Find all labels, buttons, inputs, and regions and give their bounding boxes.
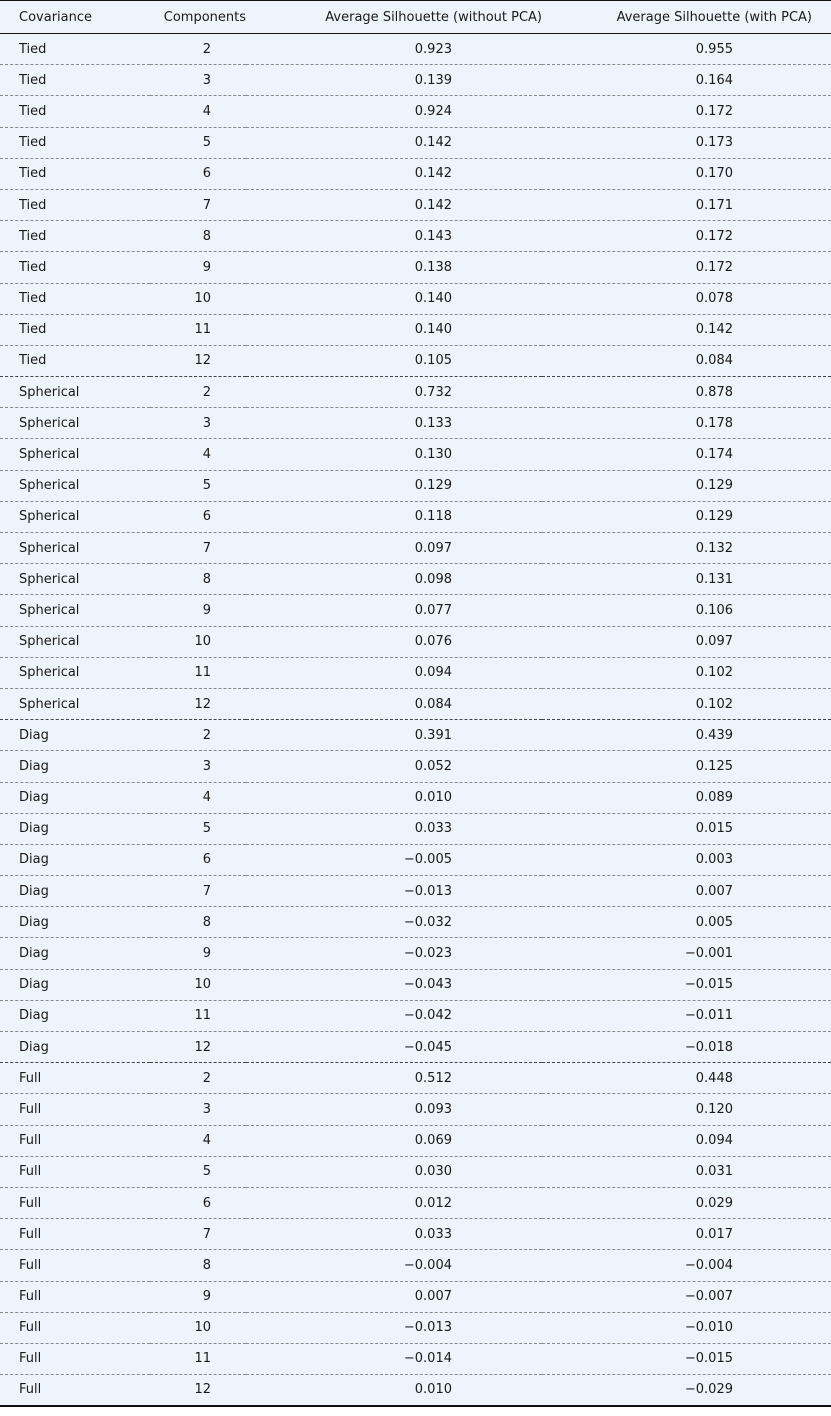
cell-components: 6 [150, 1187, 246, 1218]
cell-silhouette-without-pca: −0.005 [246, 844, 542, 875]
table-row [0, 1219, 831, 1250]
table-row [0, 439, 831, 470]
cell-silhouette-with-pca: 0.955 [542, 34, 831, 65]
cell-silhouette-with-pca: 0.439 [542, 720, 831, 751]
cell-covariance: Spherical [0, 501, 150, 532]
cell-silhouette-without-pca: 0.512 [246, 1063, 542, 1094]
cell-silhouette-without-pca: 0.140 [246, 314, 542, 345]
table-row [0, 314, 831, 345]
cell-covariance: Spherical [0, 595, 150, 626]
cell-silhouette-with-pca: 0.120 [542, 1094, 831, 1125]
table-row [0, 1187, 831, 1218]
table-row [0, 1094, 831, 1125]
cell-silhouette-with-pca: −0.001 [542, 938, 831, 969]
cell-silhouette-with-pca: −0.029 [542, 1375, 831, 1406]
table-row [0, 470, 831, 501]
cell-covariance: Diag [0, 1000, 150, 1031]
table-row [0, 844, 831, 875]
table-row [0, 345, 831, 376]
table-row [0, 1000, 831, 1031]
cell-covariance: Spherical [0, 564, 150, 595]
cell-silhouette-with-pca: 0.003 [542, 844, 831, 875]
cell-covariance: Spherical [0, 626, 150, 657]
cell-silhouette-with-pca: −0.011 [542, 1000, 831, 1031]
cell-silhouette-without-pca: −0.014 [246, 1343, 542, 1374]
cell-silhouette-without-pca: −0.043 [246, 969, 542, 1000]
cell-covariance: Spherical [0, 470, 150, 501]
cell-silhouette-without-pca: 0.084 [246, 688, 542, 719]
cell-covariance: Full [0, 1375, 150, 1406]
cell-components: 2 [150, 377, 246, 408]
cell-components: 11 [150, 314, 246, 345]
cell-covariance: Diag [0, 969, 150, 1000]
cell-silhouette-with-pca: −0.010 [542, 1312, 831, 1343]
cell-components: 11 [150, 1343, 246, 1374]
cell-silhouette-with-pca: 0.132 [542, 533, 831, 564]
cell-covariance: Spherical [0, 657, 150, 688]
cell-covariance: Spherical [0, 408, 150, 439]
cell-covariance: Full [0, 1063, 150, 1094]
cell-silhouette-without-pca: 0.033 [246, 813, 542, 844]
table-row [0, 626, 831, 657]
table-row [0, 907, 831, 938]
cell-components: 3 [150, 1094, 246, 1125]
cell-covariance: Tied [0, 283, 150, 314]
cell-silhouette-with-pca: 0.084 [542, 345, 831, 376]
cell-components: 5 [150, 127, 246, 158]
header-silhouette-with-pca: Average Silhouette (with PCA) [542, 1, 831, 34]
cell-silhouette-without-pca: 0.924 [246, 96, 542, 127]
table-body [0, 34, 831, 1406]
cell-covariance: Tied [0, 65, 150, 96]
cell-components: 12 [150, 688, 246, 719]
cell-silhouette-without-pca: 0.012 [246, 1187, 542, 1218]
table-row [0, 688, 831, 719]
cell-covariance: Full [0, 1281, 150, 1312]
cell-silhouette-with-pca: 0.448 [542, 1063, 831, 1094]
cell-silhouette-without-pca: 0.094 [246, 657, 542, 688]
cell-components: 9 [150, 252, 246, 283]
cell-components: 3 [150, 751, 246, 782]
cell-components: 9 [150, 938, 246, 969]
cell-components: 9 [150, 1281, 246, 1312]
cell-components: 4 [150, 1125, 246, 1156]
cell-components: 10 [150, 626, 246, 657]
table-row [0, 127, 831, 158]
table-row [0, 1250, 831, 1281]
cell-silhouette-with-pca: −0.018 [542, 1032, 831, 1063]
table-row [0, 501, 831, 532]
cell-silhouette-with-pca: 0.164 [542, 65, 831, 96]
table-row [0, 720, 831, 751]
cell-components: 10 [150, 1312, 246, 1343]
cell-components: 7 [150, 876, 246, 907]
cell-components: 3 [150, 65, 246, 96]
cell-silhouette-without-pca: 0.105 [246, 345, 542, 376]
cell-components: 6 [150, 158, 246, 189]
cell-silhouette-without-pca: −0.013 [246, 1312, 542, 1343]
cell-components: 4 [150, 439, 246, 470]
cell-silhouette-with-pca: 0.017 [542, 1219, 831, 1250]
table-row [0, 533, 831, 564]
cell-silhouette-without-pca: 0.118 [246, 501, 542, 532]
cell-components: 7 [150, 1219, 246, 1250]
table-row [0, 1312, 831, 1343]
cell-components: 5 [150, 813, 246, 844]
table-row [0, 1375, 831, 1406]
cell-covariance: Full [0, 1219, 150, 1250]
cell-components: 9 [150, 595, 246, 626]
cell-silhouette-without-pca: −0.045 [246, 1032, 542, 1063]
cell-silhouette-with-pca: 0.007 [542, 876, 831, 907]
cell-components: 8 [150, 221, 246, 252]
cell-silhouette-with-pca: 0.172 [542, 96, 831, 127]
table-row [0, 969, 831, 1000]
cell-silhouette-without-pca: −0.032 [246, 907, 542, 938]
cell-covariance: Spherical [0, 533, 150, 564]
cell-silhouette-with-pca: 0.178 [542, 408, 831, 439]
cell-silhouette-without-pca: 0.923 [246, 34, 542, 65]
cell-silhouette-without-pca: 0.138 [246, 252, 542, 283]
cell-covariance: Tied [0, 189, 150, 220]
cell-covariance: Diag [0, 907, 150, 938]
cell-silhouette-without-pca: 0.030 [246, 1156, 542, 1187]
cell-silhouette-without-pca: 0.052 [246, 751, 542, 782]
cell-silhouette-without-pca: 0.142 [246, 127, 542, 158]
cell-silhouette-without-pca: 0.130 [246, 439, 542, 470]
table-row [0, 1281, 831, 1312]
cell-components: 4 [150, 782, 246, 813]
cell-silhouette-with-pca: 0.089 [542, 782, 831, 813]
cell-silhouette-without-pca: 0.069 [246, 1125, 542, 1156]
cell-silhouette-with-pca: 0.172 [542, 221, 831, 252]
table-row [0, 189, 831, 220]
cell-silhouette-with-pca: 0.097 [542, 626, 831, 657]
table-row [0, 657, 831, 688]
cell-components: 2 [150, 1063, 246, 1094]
cell-silhouette-without-pca: −0.023 [246, 938, 542, 969]
table-row [0, 1343, 831, 1374]
cell-silhouette-with-pca: −0.015 [542, 969, 831, 1000]
cell-silhouette-without-pca: 0.007 [246, 1281, 542, 1312]
cell-components: 2 [150, 720, 246, 751]
cell-components: 12 [150, 1375, 246, 1406]
cell-silhouette-with-pca: 0.031 [542, 1156, 831, 1187]
table-header [0, 1, 831, 34]
cell-silhouette-without-pca: 0.142 [246, 158, 542, 189]
header-covariance: Covariance [0, 1, 150, 34]
cell-components: 8 [150, 907, 246, 938]
cell-silhouette-with-pca: 0.173 [542, 127, 831, 158]
cell-covariance: Spherical [0, 377, 150, 408]
table-row [0, 408, 831, 439]
cell-silhouette-with-pca: −0.015 [542, 1343, 831, 1374]
cell-covariance: Diag [0, 876, 150, 907]
cell-silhouette-with-pca: 0.129 [542, 501, 831, 532]
table-row [0, 1063, 831, 1094]
cell-covariance: Diag [0, 782, 150, 813]
cell-covariance: Tied [0, 127, 150, 158]
cell-covariance: Full [0, 1343, 150, 1374]
cell-silhouette-with-pca: 0.106 [542, 595, 831, 626]
cell-silhouette-with-pca: 0.029 [542, 1187, 831, 1218]
cell-components: 6 [150, 501, 246, 532]
cell-silhouette-without-pca: 0.077 [246, 595, 542, 626]
cell-components: 11 [150, 1000, 246, 1031]
cell-covariance: Tied [0, 34, 150, 65]
cell-silhouette-with-pca: 0.005 [542, 907, 831, 938]
cell-components: 10 [150, 283, 246, 314]
cell-silhouette-without-pca: 0.142 [246, 189, 542, 220]
cell-covariance: Tied [0, 158, 150, 189]
header-components: Components [150, 1, 246, 34]
cell-silhouette-with-pca: 0.131 [542, 564, 831, 595]
cell-covariance: Tied [0, 96, 150, 127]
cell-silhouette-without-pca: 0.076 [246, 626, 542, 657]
cell-covariance: Diag [0, 938, 150, 969]
cell-components: 5 [150, 470, 246, 501]
table-row [0, 564, 831, 595]
cell-silhouette-without-pca: 0.140 [246, 283, 542, 314]
table-row [0, 813, 831, 844]
cell-components: 5 [150, 1156, 246, 1187]
cell-covariance: Full [0, 1250, 150, 1281]
cell-components: 7 [150, 533, 246, 564]
table-row [0, 65, 831, 96]
table-row [0, 595, 831, 626]
cell-components: 12 [150, 1032, 246, 1063]
cell-silhouette-with-pca: 0.172 [542, 252, 831, 283]
cell-silhouette-without-pca: −0.013 [246, 876, 542, 907]
cell-silhouette-without-pca: 0.133 [246, 408, 542, 439]
cell-covariance: Full [0, 1187, 150, 1218]
table-row [0, 221, 831, 252]
cell-components: 4 [150, 96, 246, 127]
cell-silhouette-with-pca: 0.015 [542, 813, 831, 844]
table-row [0, 1032, 831, 1063]
cell-covariance: Diag [0, 720, 150, 751]
cell-silhouette-without-pca: 0.143 [246, 221, 542, 252]
cell-silhouette-without-pca: 0.093 [246, 1094, 542, 1125]
cell-silhouette-with-pca: 0.125 [542, 751, 831, 782]
table-row [0, 751, 831, 782]
cell-components: 11 [150, 657, 246, 688]
cell-silhouette-with-pca: 0.078 [542, 283, 831, 314]
cell-covariance: Diag [0, 751, 150, 782]
cell-components: 2 [150, 34, 246, 65]
table-row [0, 96, 831, 127]
cell-covariance: Tied [0, 345, 150, 376]
cell-silhouette-without-pca: −0.004 [246, 1250, 542, 1281]
cell-silhouette-with-pca: 0.102 [542, 688, 831, 719]
cell-covariance: Spherical [0, 688, 150, 719]
cell-covariance: Full [0, 1094, 150, 1125]
cell-covariance: Spherical [0, 439, 150, 470]
cell-silhouette-without-pca: 0.010 [246, 782, 542, 813]
cell-silhouette-without-pca: 0.098 [246, 564, 542, 595]
cell-covariance: Tied [0, 252, 150, 283]
table-row [0, 252, 831, 283]
table-row [0, 1156, 831, 1187]
cell-silhouette-with-pca: 0.174 [542, 439, 831, 470]
cell-covariance: Full [0, 1156, 150, 1187]
cell-components: 7 [150, 189, 246, 220]
cell-silhouette-with-pca: 0.129 [542, 470, 831, 501]
table-row [0, 782, 831, 813]
cell-silhouette-with-pca: 0.878 [542, 377, 831, 408]
cell-components: 8 [150, 564, 246, 595]
table-row [0, 938, 831, 969]
cell-covariance: Tied [0, 314, 150, 345]
header-row [0, 1, 831, 34]
cell-components: 12 [150, 345, 246, 376]
table-row [0, 283, 831, 314]
cell-silhouette-with-pca: 0.171 [542, 189, 831, 220]
header-silhouette-without-pca: Average Silhouette (without PCA) [246, 1, 542, 34]
cell-covariance: Diag [0, 813, 150, 844]
cell-silhouette-without-pca: 0.391 [246, 720, 542, 751]
cell-silhouette-without-pca: 0.732 [246, 377, 542, 408]
table-row [0, 1125, 831, 1156]
cell-silhouette-without-pca: 0.097 [246, 533, 542, 564]
cell-covariance: Diag [0, 844, 150, 875]
cell-silhouette-without-pca: 0.129 [246, 470, 542, 501]
cell-covariance: Full [0, 1312, 150, 1343]
cell-silhouette-with-pca: −0.004 [542, 1250, 831, 1281]
cell-silhouette-with-pca: 0.170 [542, 158, 831, 189]
cell-silhouette-without-pca: −0.042 [246, 1000, 542, 1031]
table-row [0, 377, 831, 408]
cell-components: 8 [150, 1250, 246, 1281]
cell-silhouette-without-pca: 0.139 [246, 65, 542, 96]
cell-components: 3 [150, 408, 246, 439]
cell-covariance: Tied [0, 221, 150, 252]
cell-silhouette-with-pca: 0.142 [542, 314, 831, 345]
table-row [0, 158, 831, 189]
table-row [0, 34, 831, 65]
cell-covariance: Full [0, 1125, 150, 1156]
cell-silhouette-with-pca: −0.007 [542, 1281, 831, 1312]
cell-silhouette-with-pca: 0.102 [542, 657, 831, 688]
cell-silhouette-with-pca: 0.094 [542, 1125, 831, 1156]
cell-covariance: Diag [0, 1032, 150, 1063]
cell-components: 6 [150, 844, 246, 875]
cell-components: 10 [150, 969, 246, 1000]
cell-silhouette-without-pca: 0.033 [246, 1219, 542, 1250]
cell-silhouette-without-pca: 0.010 [246, 1375, 542, 1406]
table-row [0, 876, 831, 907]
